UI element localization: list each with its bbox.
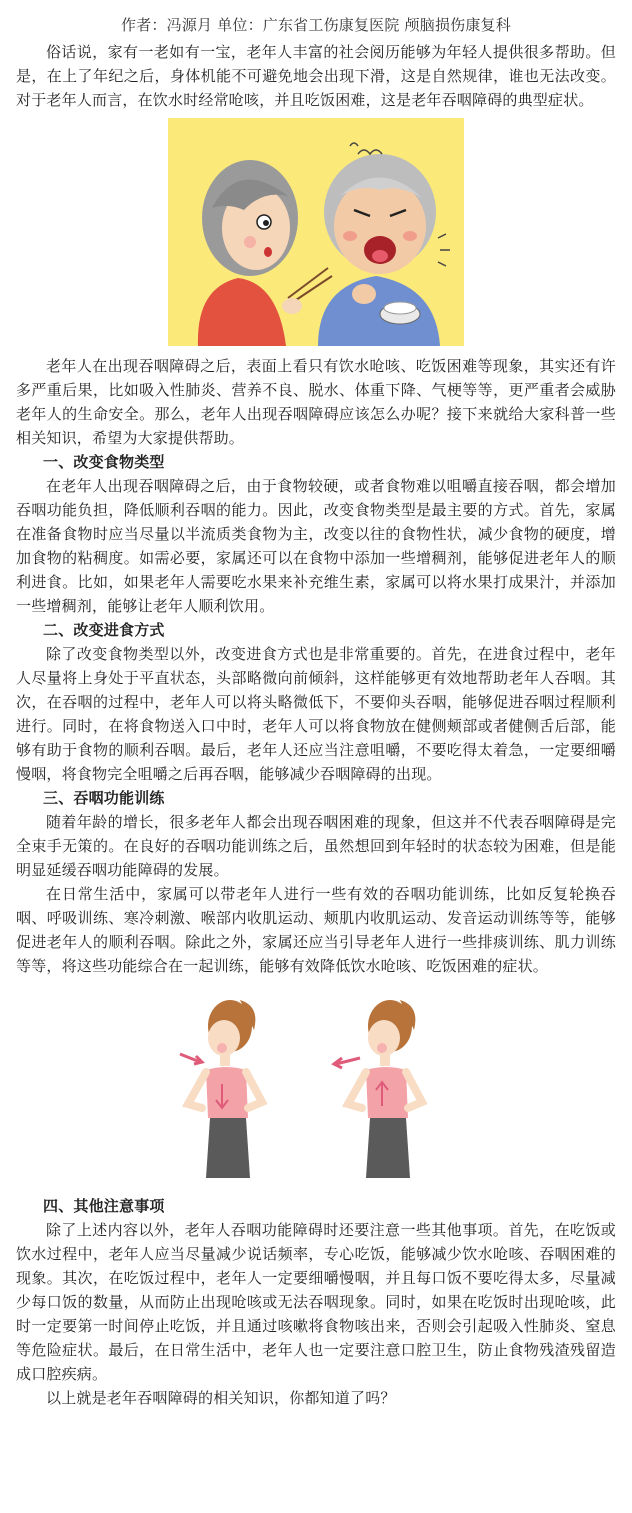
after-image-paragraph: 老年人在出现吞咽障碍之后，表面上看只有饮水呛咳、吃饭困难等现象，其实还有许多严重后果，比如吸入性肺炎、营养不良、脱水、体重下降、气梗等等，更严重者会威胁老年人的生命安全。那么，老年人出现吞咽障碍应该怎么办呢？接下来就给大家科普一些相关知识，希望为大家提供帮助。 xyxy=(16,357,616,447)
section-paragraph: 除了上述内容以外，老年人吞咽功能障碍时还要注意一些其他事项。首先，在吃饭或饮水过程中，老年人应当尽量减少说话频率，专心吃饭，能够减少饮水呛咳、吞咽困难的现象。其次，在吃饭过程中，老年人一定要细嚼慢咽，并且每口饭不要吃得太多，尽量减少每口饭的数量，从而防止出现呛咳或无法吞咽现象。同时，如果在吃饭时出现呛咳，此时一定要第一时间停止吃饭，并且通过咳嗽将食物咳出来，否则会引起吸入性肺炎、窒息等危险症状。最后，在日常生活中，老年人也一定要注意口腔卫生，防止食物残渣残留造成口腔疾病。 xyxy=(16,1221,616,1383)
choking-elder-illustration xyxy=(168,118,464,346)
byline: 作者：冯源月 单位：广东省工伤康复医院 颅脑损伤康复科 xyxy=(121,16,511,34)
breathing-exercise-illustration xyxy=(166,988,466,1188)
section-heading: 二、改变进食方式 xyxy=(43,621,165,639)
section-paragraph: 在日常生活中，家属可以带老年人进行一些有效的吞咽功能训练，比如反复轮换吞咽、呼吸训练、寒冷刺激、喉部内收肌运动、颊肌内收肌运动、发音运动训练等等，能够促进老年人的顺利吞咽。除此之外，家属还应当引导老年人进行一些排痰训练、肌力训练等等，将这些功能综合在一起训练，能够有效降低饮水呛咳、吃饭困难的症状。 xyxy=(16,885,616,975)
section-heading: 三、吞咽功能训练 xyxy=(43,789,165,807)
figure-inhale xyxy=(180,1000,262,1178)
closing-paragraph: 以上就是老年吞咽障碍的相关知识，你都知道了吗？ xyxy=(46,1389,396,1407)
section-paragraph: 随着年龄的增长，很多老年人都会出现吞咽困难的现象，但这并不代表吞咽障碍是完全束手无策的。在良好的吞咽功能训练之后，虽然想回到年轻时的状态较为困难，但是能明显延缓吞咽功能障碍的发展。 xyxy=(16,813,616,879)
section-paragraph: 除了改变食物类型以外，改变进食方式也是非常重要的。首先，在进食过程中，老年人尽量将上身处于平直状态，头部略微向前倾斜，这样能够更有效地帮助老年人吞咽。其次，在吞咽的过程中，老年人可以将头略微低下，不要仰头吞咽，能够促进吞咽过程顺利进行。同时，在将食物送入口中时，老年人可以将食物放在健侧颊部或者健侧舌后部，能够有助于食物的顺利吞咽。最后，老年人还应当注意咀嚼，不要吃得太着急，一定要细嚼慢咽，将食物完全咀嚼之后再吞咽，能够减少吞咽障碍的出现。 xyxy=(16,645,616,783)
section-paragraph: 在老年人出现吞咽障碍之后，由于食物较硬，或者食物难以咀嚼直接吞咽，都会增加吞咽功能负担，降低顺利吞咽的能力。因此，改变食物类型是最主要的方式。首先，家属在准备食物时应当尽量以半流质类食物为主，改变以往的食物性状，减少食物的硬度，增加食物的粘稠度。如需必要，家属还可以在食物中添加一些增稠剂，能够促进老年人的顺利进食。比如，如果老年人需要吃水果来补充维生素，家属可以将水果打成果汁，并添加一些增稠剂，能够让老年人顺利饮用。 xyxy=(16,477,616,615)
section-heading: 四、其他注意事项 xyxy=(43,1197,165,1215)
section-heading: 一、改变食物类型 xyxy=(43,453,165,471)
intro-paragraph: 俗话说，家有一老如有一宝，老年人丰富的社会阅历能够为年轻人提供很多帮助。但是，在上了年纪之后，身体机能不可避免地会出现下滑，这是自然规律，谁也无法改变。对于老年人而言，在饮水时经常呛咳，并且吃饭困难，这是老年吞咽障碍的典型症状。 xyxy=(16,43,616,109)
figure-exhale xyxy=(334,1000,422,1178)
